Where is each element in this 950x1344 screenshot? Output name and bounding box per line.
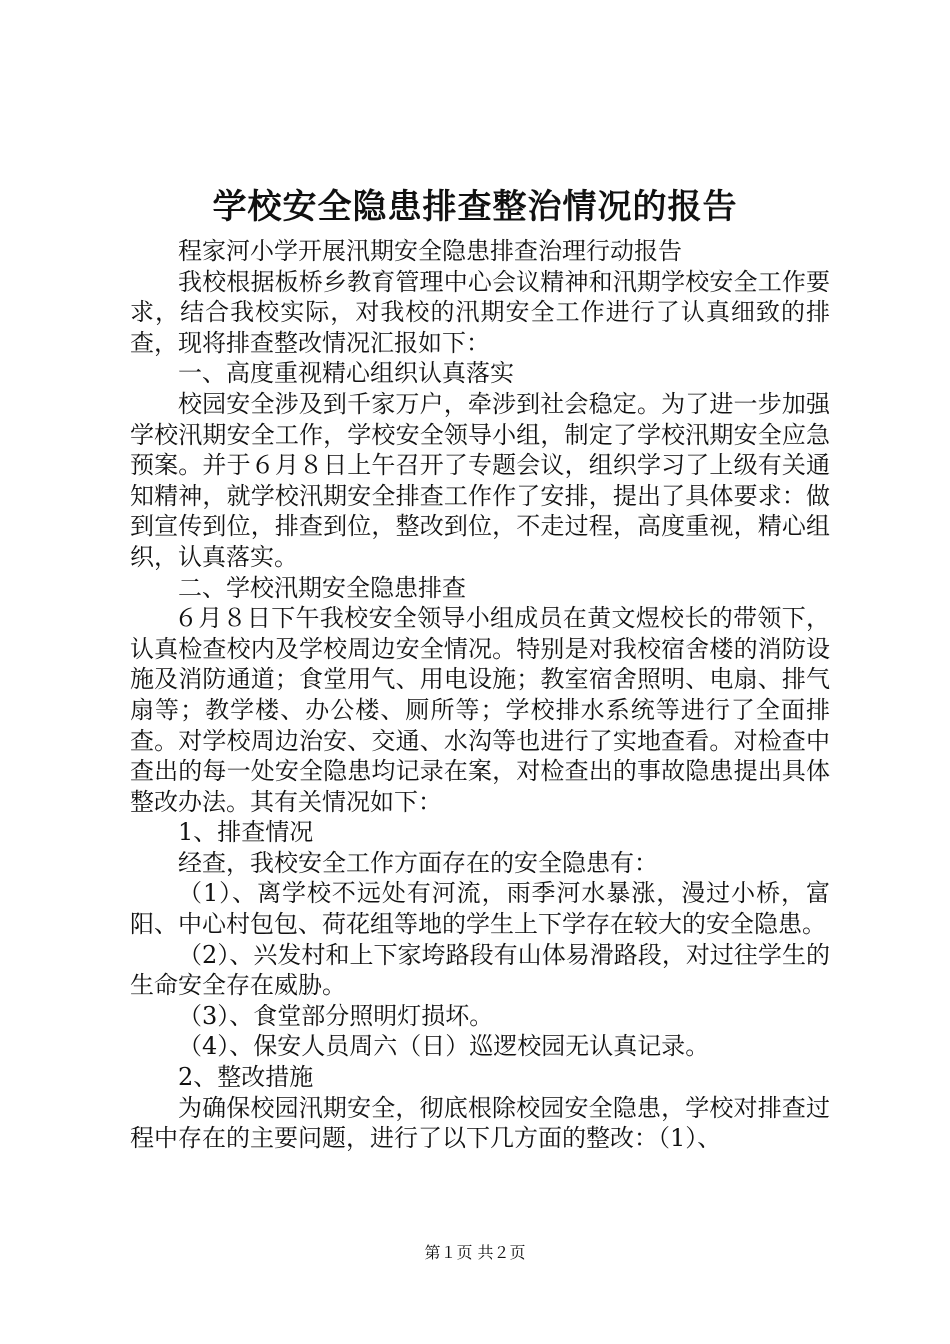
- section-2-paragraph: ６月８日下午我校安全领导小组成员在黄文煜校长的带领下，认真检查校内及学校周边安全情况。特别是对我校宿舍楼的消防设施及消防通道；食堂用气、用电设施；教室宿舍照明、电扇、排气扇等；教学楼、办公楼、厕所等；学校排水系统等进行了全面排查。对学校周边治安、交通、水沟等也进行了实地查看。对检查中查出的每一处安全隐患均记录在案，对检查出的事故隐患提出具体整改办法。其有关情况如下：: [130, 604, 830, 816]
- subsection-heading-inspection: 1、排查情况: [178, 818, 314, 847]
- measures-paragraph: 为确保校园汛期安全，彻底根除校园安全隐患，学校对排查过程中存在的主要问题，进行了以下几方面的整改：（1）、: [130, 1093, 830, 1153]
- hazard-item-2: （2）、兴发村和上下家垮路段有山体易滑路段，对过往学生的生命安全存在威胁。: [130, 940, 830, 1000]
- hazard-item-4: （4）、保安人员周六（日）巡逻校园无认真记录。: [178, 1032, 710, 1061]
- document-title: 学校安全隐患排查整治情况的报告: [212, 187, 738, 227]
- section-heading-2: 二、学校汛期安全隐患排查: [178, 573, 466, 602]
- subsection-heading-measures: 2、整改措施: [178, 1063, 314, 1092]
- document-body: [130, 236, 830, 1154]
- inspection-intro: 经查，我校安全工作方面存在的安全隐患有：: [178, 848, 658, 877]
- report-subtitle: 程家河小学开展汛期安全隐患排查治理行动报告: [178, 237, 682, 265]
- section-1-paragraph: 校园安全涉及到千家万户，牵涉到社会稳定。为了进一步加强学校汛期安全工作，学校安全领导小组，制定了学校汛期安全应急预案。并于６月８日上午召开了专题会议，组织学习了上级有关通知精神，就学校汛期安全排查工作作了安排，提出了具体要求：做到宣传到位，排查到位，整改到位，不走过程，高度重视，精心组织，认真落实。: [130, 389, 830, 571]
- hazard-item-3: （3）、食堂部分照明灯损坏。: [178, 1001, 494, 1030]
- section-heading-1: 一、高度重视精心组织认真落实: [178, 359, 514, 388]
- intro-paragraph: 我校根据板桥乡教育管理中心会议精神和汛期学校安全工作要求，结合我校实际，对我校的汛期安全工作进行了认真细致的排查，现将排查整改情况汇报如下：: [130, 267, 830, 357]
- page-footer: 第１页 共２页: [424, 1243, 526, 1262]
- hazard-item-1: （1）、离学校不远处有河流，雨季河水暴涨，漫过小桥，富阳、中心村包包、荷花组等地的学生上下学存在较大的安全隐患。: [130, 879, 830, 939]
